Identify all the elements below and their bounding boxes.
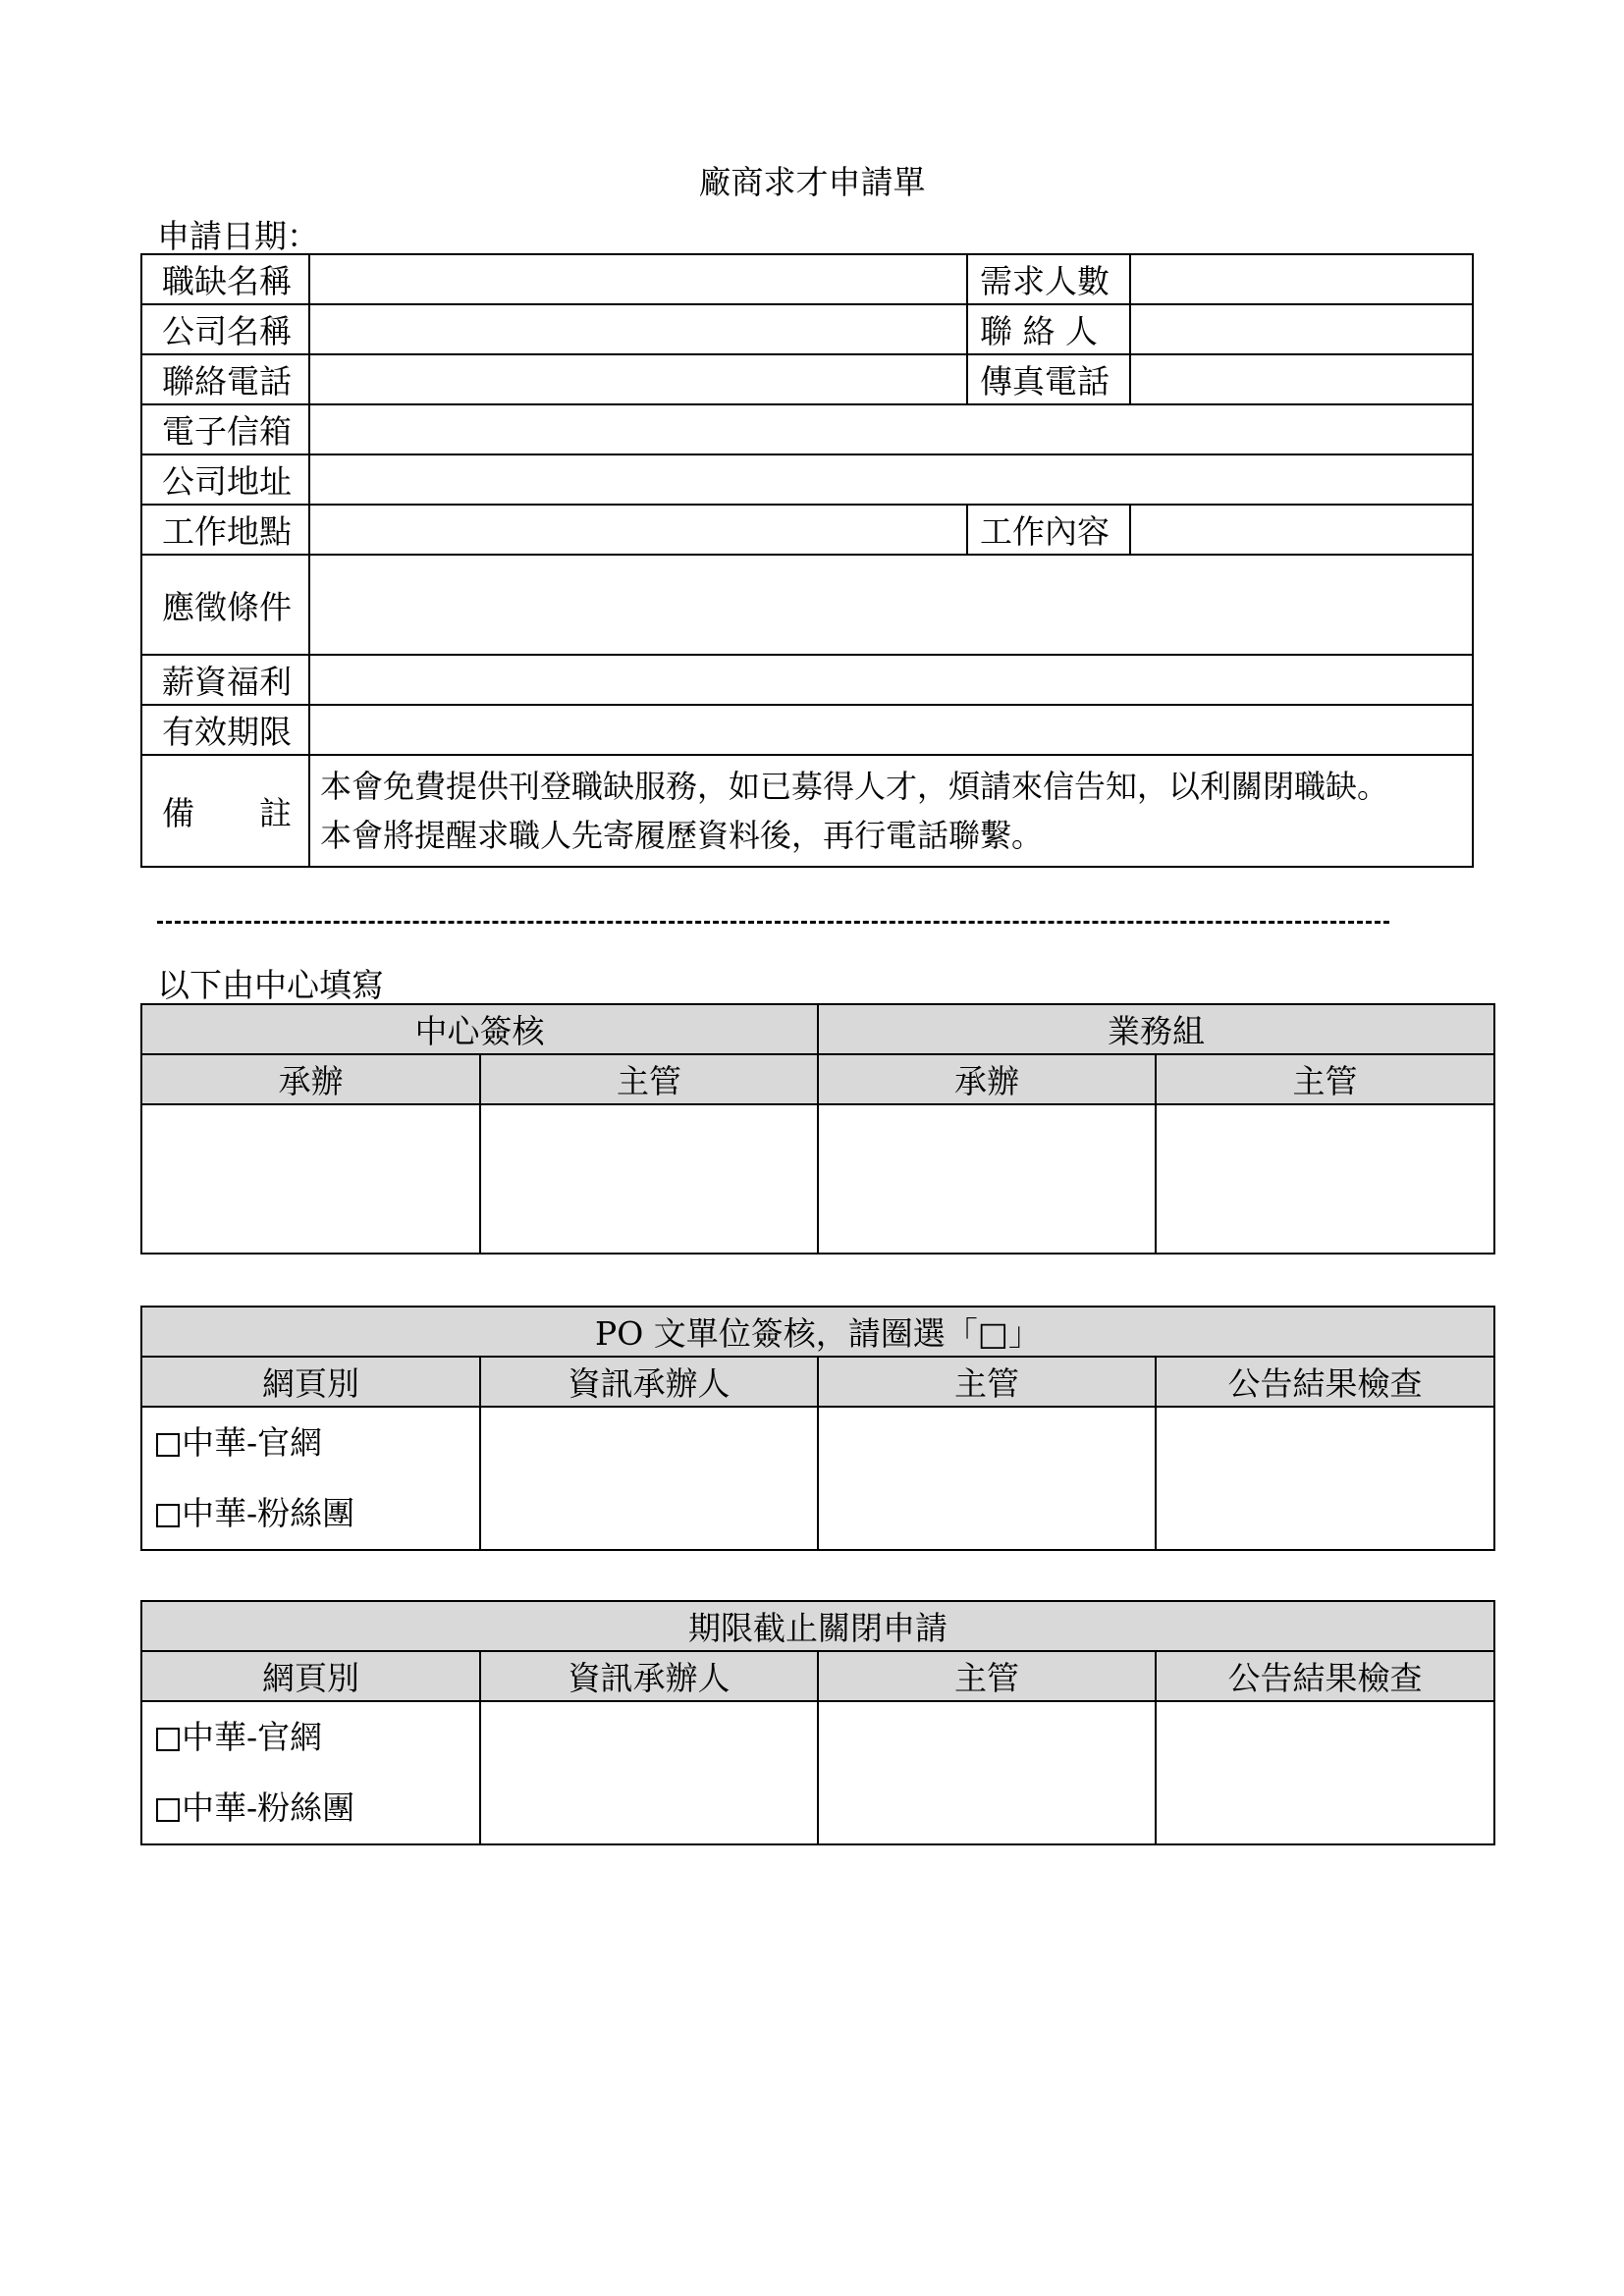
job-title-field[interactable] [309,254,967,304]
business-supervisor-cell[interactable] [1156,1104,1494,1254]
fax-label: 傳真電話 [967,354,1130,404]
checkbox-icon[interactable] [156,1798,180,1822]
center-supervisor-cell[interactable] [480,1104,818,1254]
remark-text [309,755,1473,867]
it-handler-cell[interactable] [480,1701,818,1844]
col-check-header: 公告結果檢查 [1156,1651,1494,1701]
phone-field[interactable] [309,354,967,404]
business-handler-header: 承辦 [818,1054,1156,1104]
table-row [141,1104,1494,1254]
company-name-field[interactable] [309,304,967,354]
requirements-field[interactable] [309,555,1473,655]
form-row [141,505,1473,555]
job-request-form [140,253,1474,868]
center-handler-cell[interactable] [141,1104,480,1254]
fax-field[interactable] [1130,354,1473,404]
close-request-table [140,1600,1495,1845]
it-handler-cell[interactable] [480,1407,818,1550]
checkbox-icon[interactable] [156,1728,180,1751]
po-review-table [140,1306,1495,1551]
close-request-header: 期限截止關閉申請 [141,1601,1494,1651]
table-row [141,1701,1494,1844]
center-supervisor-header: 主管 [480,1054,818,1104]
col-page-header: 網頁別 [141,1651,480,1701]
contact-label: 聯 絡 人 [967,304,1130,354]
email-label: 電子信箱 [141,404,309,454]
form-row [141,655,1473,705]
form-row [141,254,1473,304]
validity-field[interactable] [309,705,1473,755]
checkbox-icon[interactable] [156,1433,180,1457]
col-supervisor-header: 主管 [818,1357,1156,1407]
remark-line-2: 本會將提醒求職人先寄履歷資料後，再行電話聯繫。 [320,817,1044,854]
business-handler-cell[interactable] [818,1104,1156,1254]
job-content-label: 工作內容 [967,505,1130,555]
address-field[interactable] [309,454,1473,505]
form-row [141,454,1473,505]
checkbox-icon[interactable] [156,1504,180,1527]
validity-label: 有效期限 [141,705,309,755]
center-handler-header: 承辦 [141,1054,480,1104]
table-row [141,1601,1494,1651]
table-row [141,1307,1494,1357]
job-title-label: 職缺名稱 [141,254,309,304]
option-official-site[interactable]: 中華-官網 [156,1408,479,1478]
work-location-field[interactable] [309,505,967,555]
headcount-label: 需求人數 [967,254,1130,304]
result-check-cell[interactable] [1156,1407,1494,1550]
col-check-header: 公告結果檢查 [1156,1357,1494,1407]
work-location-label: 工作地點 [141,505,309,555]
center-review-header: 中心簽核 [141,1004,818,1054]
headcount-field[interactable] [1130,254,1473,304]
result-check-cell[interactable] [1156,1701,1494,1844]
application-date-label: 申請日期： [157,217,319,255]
address-label: 公司地址 [141,454,309,505]
table-row [141,1357,1494,1407]
col-it-header: 資訊承辦人 [480,1357,818,1407]
page-options-cell [141,1407,480,1550]
po-review-header: PO 文單位簽核，請圈選「□」 [141,1307,1494,1357]
remark-line-1: 本會免費提供刊登職缺服務，如已募得人才，煩請來信告知，以利關閉職缺。 [320,768,1389,805]
option-official-site[interactable]: 中華-官網 [156,1702,479,1773]
col-supervisor-header: 主管 [818,1651,1156,1701]
table-row [141,1054,1494,1104]
form-row [141,354,1473,404]
table-row [141,1407,1494,1550]
form-row [141,304,1473,354]
table-row [141,1651,1494,1701]
requirements-label: 應徵條件 [141,555,309,655]
table-row [141,1004,1494,1054]
col-it-header: 資訊承辦人 [480,1651,818,1701]
approval-table [140,1003,1495,1255]
option-fan-page[interactable]: 中華-粉絲團 [156,1773,479,1843]
salary-label: 薪資福利 [141,655,309,705]
supervisor-cell[interactable] [818,1701,1156,1844]
supervisor-cell[interactable] [818,1407,1156,1550]
business-group-header: 業務組 [818,1004,1494,1054]
form-row [141,705,1473,755]
job-content-field[interactable] [1130,505,1473,555]
center-fill-note: 以下由中心填寫 [157,966,384,1004]
email-field[interactable] [309,404,1473,454]
contact-field[interactable] [1130,304,1473,354]
business-supervisor-header: 主管 [1156,1054,1494,1104]
salary-field[interactable] [309,655,1473,705]
option-fan-page[interactable]: 中華-粉絲團 [156,1478,479,1549]
company-name-label: 公司名稱 [141,304,309,354]
remark-label: 備 註 [141,755,309,867]
col-page-header: 網頁別 [141,1357,480,1407]
phone-label: 聯絡電話 [141,354,309,404]
form-title: 廠商求才申請單 [698,163,926,201]
form-row [141,755,1473,867]
cut-line-divider [157,921,1389,924]
form-row [141,555,1473,655]
form-row [141,404,1473,454]
page-options-cell [141,1701,480,1844]
